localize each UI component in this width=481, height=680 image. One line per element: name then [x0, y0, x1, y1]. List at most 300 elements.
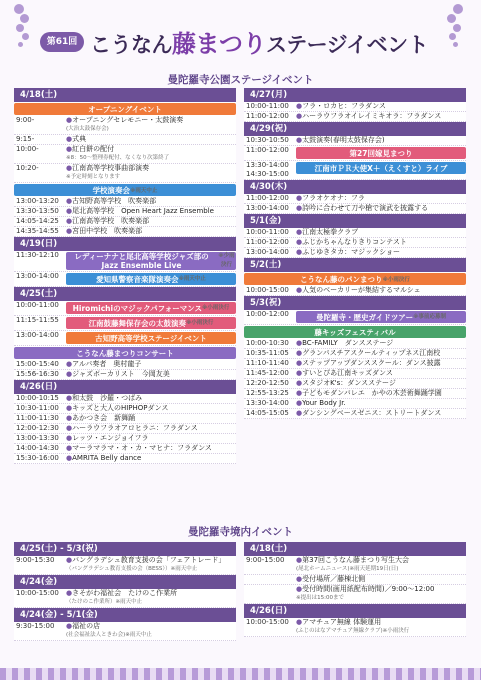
event-label: 人気のベーカリーが集結するマルシェ	[302, 286, 421, 294]
day-header: 5/1(金)	[244, 214, 466, 228]
day-header: 4/25(土) - 5/3(祝)	[14, 542, 236, 556]
event-text	[296, 409, 466, 418]
schedule-row	[14, 316, 236, 331]
time: 13:00-14:00	[246, 248, 289, 256]
time: 11:00-11:30	[16, 414, 59, 422]
event	[66, 370, 236, 379]
event-label: きそがわ福祉会 たけのこ作業所	[72, 589, 178, 597]
time: 11:00-12:00	[246, 194, 289, 202]
title-suffix: ステージイベント	[266, 33, 429, 57]
event	[66, 331, 236, 345]
day-header: 5/2(土)	[244, 258, 466, 272]
schedule-row	[244, 349, 466, 359]
event-band	[14, 347, 236, 359]
event-text	[66, 197, 236, 206]
schedule-row	[244, 399, 466, 409]
event-note: ※8：50～整理券配付、なくなり次第終了	[66, 155, 170, 161]
day-header: 4/24(金) - 5/1(金)	[14, 608, 236, 622]
event-note: （バングラデシュ教育支援の会（BESS））※雨天中止	[66, 566, 198, 572]
event-text	[66, 556, 236, 565]
time: 10:00-11:00	[246, 102, 289, 110]
event-text	[296, 359, 466, 368]
event-label: すいとぴあ江南キッズダンス	[302, 369, 393, 377]
time: 10:00-15:00	[246, 618, 289, 626]
event-text	[66, 360, 236, 369]
schedule-row	[244, 161, 466, 180]
time: 13:00-13:30	[16, 434, 59, 442]
schedule-row	[14, 370, 236, 380]
schedule-row	[244, 248, 466, 258]
event	[66, 135, 236, 144]
event-label: 尾北高等学校 Open Heart Jazz Ensemble	[72, 207, 214, 215]
event-label: フラ・ロカヒ：フラダンス	[302, 102, 386, 110]
day-header: 4/19(日)	[14, 237, 236, 251]
event-text	[296, 238, 466, 247]
event-label: ふじかちゃんなりきりコンテスト	[302, 238, 407, 246]
event	[66, 424, 236, 433]
event-band	[244, 326, 466, 338]
event	[296, 556, 466, 574]
band-note: ※小雨決行	[186, 319, 214, 326]
schedule-row	[244, 136, 466, 146]
bullet-icon: ●	[296, 136, 303, 144]
event	[296, 399, 466, 408]
event-label: あかつき会 新舞踊	[72, 414, 136, 422]
schedule-row	[244, 112, 466, 122]
event	[66, 207, 236, 216]
event-label: グランパスチアスクールティップネス江南校	[302, 349, 441, 357]
time: 14:35-14:55	[16, 227, 59, 235]
event-label: 受付時間(画用紙配布時間)／9:00～12:00	[302, 585, 435, 593]
bullet-icon: ●	[66, 227, 73, 235]
schedule-row	[244, 310, 466, 325]
bullet-icon: ●	[66, 394, 73, 402]
right-stage-schedule	[244, 88, 466, 419]
right-grounds-schedule	[244, 542, 466, 637]
time: 13:30-14:00 14:30-15:00	[246, 161, 289, 178]
event-note: ※提出は15:00まで	[296, 595, 344, 601]
bullet-icon: ●	[296, 575, 303, 583]
band-note: ※雨天中止	[130, 188, 158, 194]
time: 12:55-13:25	[246, 389, 289, 397]
day-header: 4/24(金)	[14, 575, 236, 589]
event-text	[296, 399, 466, 408]
event	[66, 272, 236, 286]
day-block	[14, 575, 236, 608]
schedule-row	[14, 622, 236, 641]
time: 10:00-	[16, 145, 39, 153]
event-label: BC-FAMILY ダンスステージ	[302, 339, 394, 347]
bullet-icon: ●	[66, 434, 73, 442]
schedule-row	[14, 116, 236, 135]
schedule-row	[14, 251, 236, 272]
event	[66, 251, 236, 271]
event	[296, 112, 466, 121]
schedule-row	[14, 145, 236, 164]
bullet-icon: ●	[66, 207, 73, 215]
event	[296, 228, 466, 237]
schedule-row	[14, 331, 236, 346]
event	[66, 217, 236, 226]
event-band	[66, 302, 236, 314]
time: 14:00-14:30	[16, 444, 59, 452]
schedule-row	[14, 207, 236, 217]
bullet-icon: ●	[296, 228, 303, 236]
time: 10:00-11:00	[16, 301, 59, 309]
time: 9:00-15:00	[246, 556, 285, 564]
event-text	[66, 622, 236, 631]
event-text	[66, 164, 236, 173]
event	[66, 164, 236, 182]
event-label: ハーラウフラオアロヒラニ：フラダンス	[72, 424, 198, 432]
schedule-row	[14, 589, 236, 608]
event	[66, 145, 236, 163]
schedule-row	[14, 454, 236, 464]
event-label: 江南太極拳クラブ	[302, 228, 359, 236]
event-text	[296, 194, 466, 203]
band-label: こうなん藤まつりコンサート	[76, 348, 174, 358]
bullet-icon: ●	[296, 238, 303, 246]
band-label: Hiromichiのマジックパフォーマンス	[72, 303, 203, 313]
event-label: 詩吟に合わせて刀や槍で演武を披露する	[302, 204, 429, 212]
event	[296, 238, 466, 247]
day-header: 4/18(土)	[14, 88, 236, 102]
schedule-row	[14, 217, 236, 227]
schedule-row	[244, 369, 466, 379]
schedule-row	[14, 272, 236, 287]
bullet-icon: ●	[66, 164, 73, 172]
band-note: ※小雨決行	[382, 277, 410, 283]
event-note: （たけのこ作業所）※雨天中止	[66, 599, 143, 605]
event	[296, 379, 466, 388]
event	[296, 248, 466, 257]
bullet-icon: ●	[66, 197, 73, 205]
time: 11:30-12:10	[16, 251, 59, 259]
day-block	[244, 214, 466, 258]
bullet-icon: ●	[66, 444, 73, 452]
bullet-icon: ●	[66, 424, 73, 432]
title-fuji: 藤まつり	[172, 30, 266, 58]
day-header: 4/29(祝)	[244, 122, 466, 136]
schedule-row	[14, 301, 236, 316]
event-text	[66, 217, 236, 226]
event-text	[296, 585, 466, 594]
event-text	[66, 394, 236, 403]
event-label: 式典	[72, 135, 87, 143]
schedule-row	[244, 575, 466, 585]
event	[296, 389, 466, 398]
time: 14:05-14:25	[16, 217, 59, 225]
bullet-icon: ●	[296, 286, 303, 294]
event-label: マーラマラマ・オ・カ・マヒナ：フラダンス	[72, 444, 212, 452]
event	[66, 414, 236, 423]
time: 10:00-10:30	[246, 339, 289, 347]
day-header: 4/26(日)	[244, 604, 466, 618]
event-label: 江南高等学校事曲部演奏	[72, 164, 150, 172]
event-text	[296, 286, 466, 295]
bullet-icon: ●	[296, 204, 303, 212]
band-label: オープニングイベント	[88, 104, 162, 114]
event	[66, 434, 236, 443]
event-note: (社会福祉法人ときわ会)※雨天中止	[66, 632, 152, 638]
title-prefix: こうなん	[90, 33, 172, 57]
event-text	[296, 389, 466, 398]
schedule-row	[244, 286, 466, 296]
left-stage-schedule	[14, 88, 236, 464]
event-label: AMRITA Belly dance	[72, 454, 142, 462]
event-label: ふじゆきタカ：マジックショー	[302, 248, 400, 256]
schedule-row	[14, 394, 236, 404]
event-text	[66, 207, 236, 216]
edition-badge: 第61回	[40, 32, 84, 52]
event-text	[296, 339, 466, 348]
day-header: 4/27(月)	[244, 88, 466, 102]
schedule-row	[244, 409, 466, 419]
bullet-icon: ●	[296, 409, 303, 417]
event-label: 受付場所／藤棟北側	[302, 575, 366, 583]
event-text	[66, 145, 236, 154]
event-text	[66, 116, 236, 125]
day-block	[14, 380, 236, 464]
time: 9:30-15:00	[16, 622, 55, 630]
bullet-icon: ●	[66, 145, 73, 153]
grounds-section-heading: 曼陀羅寺境内イベント	[0, 524, 481, 539]
schedule-row	[14, 227, 236, 237]
event-label: スタジオK's：ダンスステージ	[302, 379, 396, 387]
event	[66, 589, 236, 607]
day-block	[244, 122, 466, 180]
event	[296, 136, 466, 145]
time: 10:00-10:15	[16, 394, 59, 402]
bottom-decoration	[0, 668, 481, 680]
bullet-icon: ●	[296, 585, 303, 593]
event-band	[66, 317, 236, 329]
day-block	[14, 237, 236, 287]
event-note: (尾北ホームニュース)※雨天延期19日(日)	[296, 566, 399, 572]
time: 13:30-13:50	[16, 207, 59, 215]
event-text	[66, 135, 236, 144]
event-label: 宮田中学校 吹奏楽部	[72, 227, 143, 235]
day-header: 4/26(日)	[14, 380, 236, 394]
time: 13:30-14:00	[246, 399, 289, 407]
bullet-icon: ●	[296, 248, 303, 256]
bullet-icon: ●	[296, 112, 303, 120]
event-text	[296, 102, 466, 111]
event	[296, 618, 466, 636]
event-label: ダンシングベースゼニス：ストリートダンス	[302, 409, 442, 417]
bullet-icon: ●	[66, 454, 73, 462]
bullet-icon: ●	[296, 379, 303, 387]
stage-section-heading: 曼陀羅寺公園ステージイベント	[0, 72, 481, 87]
day-block	[244, 604, 466, 637]
schedule-row	[14, 424, 236, 434]
band-note: ※小雨決行	[202, 304, 230, 311]
event-label: 江南高等学校 吹奏楽部	[72, 217, 150, 225]
time: 13:00-14:00	[246, 204, 289, 212]
time: 9:00-15:30	[16, 556, 55, 564]
schedule-row	[244, 389, 466, 399]
event	[66, 444, 236, 453]
time: 10:30-10:50	[246, 136, 289, 144]
event-label: アマチュア無線 体験運用	[302, 618, 382, 626]
event-band	[14, 184, 236, 196]
page-title	[90, 24, 428, 59]
event-band	[14, 103, 236, 115]
bullet-icon: ●	[66, 622, 73, 630]
schedule-row	[244, 228, 466, 238]
event-text	[296, 136, 466, 145]
day-header: 4/18(土)	[244, 542, 466, 556]
schedule-row	[244, 359, 466, 369]
event-label: 和太鼓 沙羅・つばみ	[72, 394, 143, 402]
day-header: 4/30(木)	[244, 180, 466, 194]
time: 13:00-13:20	[16, 197, 59, 205]
band-label: 曼陀羅寺・歴史ガイドツアー	[316, 312, 414, 322]
time: 13:00-14:00	[16, 331, 59, 339]
event-band	[66, 332, 236, 344]
time: 14:05-15:05	[246, 409, 289, 417]
time: 11:00-12:00	[246, 146, 289, 154]
bullet-icon: ●	[296, 194, 303, 202]
event-label: フラオケオナ：フラ	[302, 194, 365, 202]
event	[296, 146, 466, 160]
event-text	[296, 228, 466, 237]
event-text	[66, 227, 236, 236]
event	[296, 339, 466, 348]
event-band	[296, 311, 466, 323]
schedule-row	[244, 102, 466, 112]
event-band	[296, 162, 466, 174]
day-block	[244, 258, 466, 296]
event-text	[66, 589, 236, 598]
event	[66, 197, 236, 206]
event-band	[244, 273, 466, 285]
event-label: レッツ・エンジョイフラ	[72, 434, 149, 442]
bullet-icon: ●	[296, 359, 303, 367]
schedule-row	[244, 204, 466, 214]
event-text	[296, 618, 466, 627]
event-text	[66, 370, 236, 379]
bullet-icon: ●	[296, 369, 303, 377]
time: 12:00-12:30	[16, 424, 59, 432]
day-block	[14, 287, 236, 380]
day-block	[244, 296, 466, 419]
event-note: (ふじのはなアマチュア無線クラブ)※小雨決行	[296, 628, 410, 634]
time: 11:45-12:00	[246, 369, 289, 377]
bullet-icon: ●	[66, 414, 73, 422]
schedule-row	[14, 164, 236, 183]
event	[66, 116, 236, 134]
event	[296, 102, 466, 111]
band-note: ※雨天中止	[178, 275, 206, 282]
time: 10:35-11:05	[246, 349, 289, 357]
schedule-row	[14, 434, 236, 444]
schedule-row	[14, 556, 236, 575]
event-text	[296, 112, 466, 121]
event-text	[66, 414, 236, 423]
event-note: ※予定時刻となります	[66, 174, 121, 180]
band-label: 古知野高等学校ステージイベント	[95, 333, 207, 343]
band-label: 江南市ＰＲ大使X＋（えくすと）ライブ	[314, 163, 448, 173]
bullet-icon: ●	[296, 339, 303, 347]
day-header: 4/25(土)	[14, 287, 236, 301]
event-label: アルパ奏者 奥村龍子	[72, 360, 142, 368]
event-text	[296, 349, 466, 358]
event-label: ジャズボーカリスト 今岡友美	[72, 370, 170, 378]
event-text	[296, 575, 466, 584]
event	[66, 454, 236, 463]
time: 10:00-15:00	[246, 286, 289, 294]
time: 12:20-12:50	[246, 379, 289, 387]
event	[66, 404, 236, 413]
event	[66, 227, 236, 236]
band-label: 愛知県警察音楽隊演奏会	[96, 274, 179, 284]
band-label: こうなん藤のパンまつり	[300, 274, 383, 284]
event-text	[66, 444, 236, 453]
event	[296, 369, 466, 378]
time: 13:00-14:00	[16, 272, 59, 280]
day-block	[14, 88, 236, 237]
band-note: ※少雨決行	[218, 253, 235, 268]
bullet-icon: ●	[66, 116, 73, 124]
event-text	[66, 424, 236, 433]
schedule-row	[14, 135, 236, 145]
event	[296, 286, 466, 295]
event	[296, 409, 466, 418]
time: 11:00-12:00	[246, 112, 289, 120]
event	[66, 556, 236, 574]
event	[296, 204, 466, 213]
day-block	[244, 542, 466, 604]
event	[66, 360, 236, 369]
band-label: 江南鼓藤舞保存会の太鼓演奏	[88, 318, 187, 328]
event-label: 太鼓演奏(春明太鼓保存会)	[302, 136, 385, 144]
bullet-icon: ●	[66, 589, 73, 597]
bullet-icon: ●	[296, 389, 303, 397]
time: 15:56-16:30	[16, 370, 59, 378]
event-label: ハーラウフラオイレイミキオラ：フラダンス	[302, 112, 442, 120]
time: 10:00-12:00	[246, 310, 289, 318]
day-block	[244, 180, 466, 214]
event	[296, 359, 466, 368]
header	[0, 6, 481, 66]
bullet-icon: ●	[296, 102, 303, 110]
event	[296, 310, 466, 324]
band-label: レディーナナと尾北高等学校ジャズ部の Jazz Ensemble Live	[74, 252, 209, 270]
event-text	[66, 404, 236, 413]
band-label: 第27回嫁見まつり	[349, 148, 413, 158]
schedule-row	[14, 444, 236, 454]
day-header: 5/3(祝)	[244, 296, 466, 310]
schedule-row	[244, 585, 466, 604]
schedule-row	[244, 238, 466, 248]
event-band	[66, 273, 236, 285]
time: 9:15-	[16, 135, 35, 143]
time: 10:30-11:00	[16, 404, 59, 412]
bullet-icon: ●	[66, 556, 73, 564]
time: 11:00-12:00	[246, 238, 289, 246]
time: 11:10-11:40	[246, 359, 289, 367]
event	[296, 194, 466, 203]
event-text	[296, 204, 466, 213]
left-grounds-schedule	[14, 542, 236, 641]
event-label: ステップアップダンススクール：ダンス披露	[302, 359, 441, 367]
schedule-row	[244, 379, 466, 389]
time: 15:30-16:00	[16, 454, 59, 462]
event-text	[296, 379, 466, 388]
schedule-row	[244, 556, 466, 575]
band-label: 藤キッズフェスティバル	[314, 327, 396, 337]
